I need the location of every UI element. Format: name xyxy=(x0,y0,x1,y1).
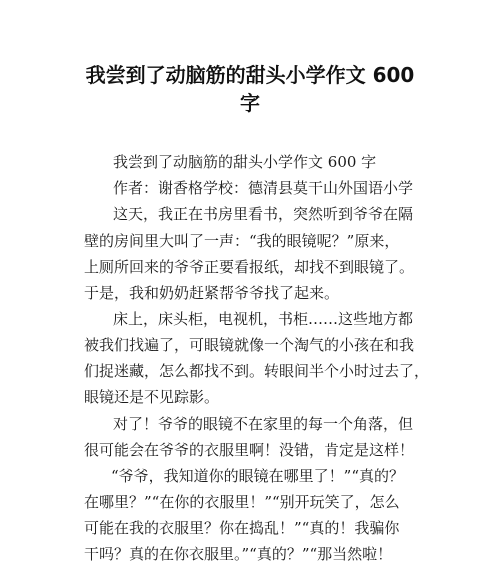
paragraph-line: 床上，床头柜，电视机，书柜……这些地方都 xyxy=(113,310,414,328)
document-title-line-2: 字 xyxy=(240,91,260,115)
paragraph-line: “爷爷，我知道你的眼镜在哪里了！”“真的？ xyxy=(111,467,405,485)
paragraph-line: 壁的房间里大叫了一声：“我的眼镜呢？”原来， xyxy=(84,232,400,250)
paragraph-line: 可能在我的衣服里？你在捣乱！”“真的！我骗你 xyxy=(84,519,400,537)
article-subtitle: 我尝到了动脑筋的甜头小学作文 600 字 xyxy=(113,153,377,171)
paragraph-line: 对了！爷爷的眼镜不在家里的每一个角落，但 xyxy=(113,415,414,433)
paragraph-line: 这天，我正在书房里看书，突然听到爷爷在隔 xyxy=(113,205,414,223)
paragraph-line: 眼镜还是不见踪影。 xyxy=(84,388,220,406)
paragraph-line: 很可能会在爷爷的衣服里啊！没错，肯定是这样！ xyxy=(84,441,415,459)
paragraph-line: 在哪里？”“在你的衣服里！”“别开玩笑了，怎么 xyxy=(84,493,400,511)
document-title-line-1: 我尝到了动脑筋的甜头小学作文 600 xyxy=(85,63,415,87)
paragraph-line: 们捉迷藏，怎么都找不到。转眼间半个小时过去了， xyxy=(84,362,430,380)
author-line: 作者：谢香格学校：德清县莫干山外国语小学 xyxy=(113,179,414,197)
paragraph-line: 干吗？真的在你衣服里。”“真的？”“那当然啦！ xyxy=(84,545,393,563)
paragraph-line: 于是，我和奶奶赶紧帮爷爷找了起来。 xyxy=(84,284,340,302)
paragraph-line: 上厕所回来的爷爷正要看报纸，却找不到眼镜了。 xyxy=(84,258,415,276)
paragraph-line: 被我们找遍了，可眼镜就像一个淘气的小孩在和我 xyxy=(84,336,415,354)
